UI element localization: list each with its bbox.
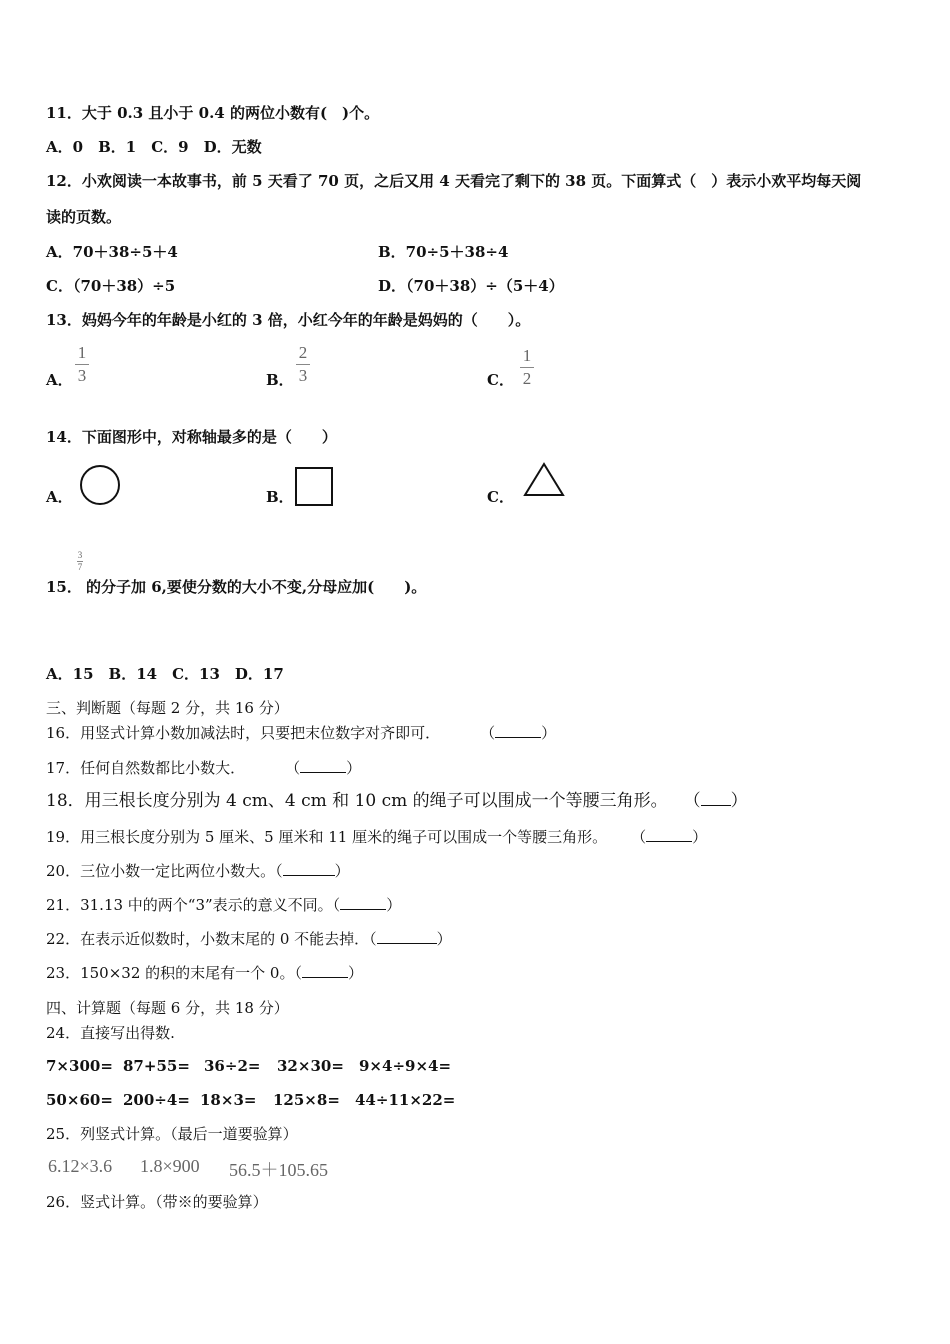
fraction-numerator: 1 <box>522 346 532 365</box>
q24-row2-item: 200÷4= <box>123 1091 190 1109</box>
q19-close-paren: ） <box>692 828 708 846</box>
q12-option-a: A．70＋38÷5＋4 <box>46 243 178 261</box>
q13-option-a-label: A． <box>46 371 73 389</box>
q24-row1-item: 7×300= <box>46 1057 113 1075</box>
q21-line <box>46 895 401 915</box>
q13-option-b-fraction <box>296 344 310 385</box>
q17-text: 17．任何自然数都比小数大． <box>46 759 246 777</box>
q20-close-paren: ） <box>334 862 350 880</box>
fraction-numerator: 2 <box>298 343 308 362</box>
q24-row1-item: 36÷2= <box>204 1057 261 1075</box>
q15-prefix: 15． <box>46 578 82 596</box>
q22-text: 22．在表示近似数时，小数末尾的 0 不能去掉．（ <box>46 930 377 948</box>
q24-text: 24．直接写出得数. <box>46 1024 175 1042</box>
fraction-bar <box>75 364 89 365</box>
q24-row2-item: 50×60= <box>46 1091 113 1109</box>
q21-answer-blank[interactable] <box>340 896 386 910</box>
q11-options: A．0 B．1 C．9 D．无数 <box>46 138 262 156</box>
fraction-denominator: 3 <box>298 366 308 385</box>
q18-line <box>46 791 748 811</box>
fraction-numerator: 3 <box>77 550 83 560</box>
q20-text: 20．三位小数一定比两位小数大。（ <box>46 862 283 880</box>
q13-option-a-fraction <box>75 344 89 385</box>
section3-title: 三、判断题（每题 2 分，共 16 分） <box>46 699 289 717</box>
fraction-numerator: 1 <box>77 343 87 362</box>
q17-open-paren: （ <box>285 759 301 777</box>
q22-answer-blank[interactable] <box>377 930 437 944</box>
q25-expression: 6.12×3.6 <box>48 1156 113 1176</box>
q12-option-c: C．（70＋38）÷5 <box>46 277 176 295</box>
q17-answer-blank[interactable] <box>300 759 346 773</box>
q18-answer-blank[interactable] <box>701 792 731 806</box>
fraction-denominator: 3 <box>77 366 87 385</box>
q19-answer-blank[interactable] <box>646 828 692 842</box>
q17-close-paren: ） <box>346 759 362 777</box>
q15-fraction <box>77 551 83 572</box>
q22-line <box>46 929 452 949</box>
q16-open-paren: （ <box>480 724 496 742</box>
q15-text: 的分子加 6,要使分数的大小不变,分母应加( )。 <box>86 578 427 596</box>
q24-row2-item: 125×8= <box>273 1091 340 1109</box>
q18-text: 18．用三根长度分别为 4 cm、4 cm 和 10 cm 的绳子可以围成一个等腰三角形。 <box>46 791 668 811</box>
q13-option-c-label: C． <box>487 371 514 389</box>
q23-close-paren: ） <box>347 964 363 982</box>
q12-text-line1: 12．小欢阅读一本故事书，前 5 天看了 70 页，之后又用 4 天看完了剩下的 38 页。下面算式（ ）表示小欢平均每天阅 <box>46 172 862 190</box>
q16-answer-blank[interactable] <box>495 724 541 738</box>
section4-title: 四、计算题（每题 6 分，共 18 分） <box>46 999 289 1017</box>
q16-text: 16．用竖式计算小数加减法时，只要把末位数字对齐即可． <box>46 724 441 742</box>
q25-expression: 1.8×900 <box>140 1156 200 1176</box>
q23-text: 23．150×32 的积的末尾有一个 0。（ <box>46 964 302 982</box>
q13-option-b-label: B． <box>266 371 294 389</box>
q26-text: 26．竖式计算。（带※的要验算） <box>46 1193 268 1211</box>
fraction-denominator: 7 <box>77 562 83 572</box>
q25-text: 25．列竖式计算。（最后一道要验算） <box>46 1125 298 1143</box>
q11-text: 11．大于 0.3 且小于 0.4 的两位小数有( )个。 <box>46 104 380 122</box>
triangle-shape-icon <box>522 461 566 499</box>
fraction-denominator: 2 <box>522 369 532 388</box>
q20-answer-blank[interactable] <box>283 862 335 876</box>
q14-option-c-label: C． <box>487 488 514 506</box>
q14-text: 14．下面图形中，对称轴最多的是（ ） <box>46 428 337 446</box>
q24-row1-item: 9×4÷9×4= <box>359 1057 452 1075</box>
q16-close-paren: ） <box>541 724 557 742</box>
q24-row2-item: 18×3= <box>200 1091 257 1109</box>
q25-expression: 56.5＋105.65 <box>229 1160 328 1180</box>
q18-close-paren: ） <box>730 791 748 811</box>
q17-line <box>46 758 361 778</box>
q24-row1-item: 32×30= <box>277 1057 344 1075</box>
q12-option-b: B．70÷5＋38÷4 <box>378 243 509 261</box>
q19-line <box>46 827 707 847</box>
q19-open-paren: （ <box>631 828 647 846</box>
q21-close-paren: ） <box>386 896 402 914</box>
q24-row1-item: 87+55= <box>123 1057 190 1075</box>
q21-text: 21．31.13 中的两个“3”表示的意义不同。（ <box>46 896 341 914</box>
q18-open-paren: （ <box>683 791 701 811</box>
circle-shape-icon <box>78 463 122 507</box>
q12-option-d: D．（70＋38）÷（5＋4） <box>378 277 564 295</box>
q12-text-line2: 读的页数。 <box>46 208 122 226</box>
square-shape-icon <box>293 465 335 507</box>
q23-line <box>46 963 363 983</box>
q14-option-a-label: A． <box>46 488 73 506</box>
q13-text: 13．妈妈今年的年龄是小红的 3 倍，小红今年的年龄是妈妈的（ ）。 <box>46 311 531 329</box>
q24-row2-item: 44÷11×22= <box>355 1091 456 1109</box>
q13-option-c-fraction <box>520 347 534 388</box>
q22-close-paren: ） <box>436 930 452 948</box>
q23-answer-blank[interactable] <box>302 964 348 978</box>
q15-options: A．15 B．14 C．13 D．17 <box>46 665 284 683</box>
q16-line <box>46 723 556 743</box>
q20-line <box>46 861 350 881</box>
q19-text: 19．用三根长度分别为 5 厘米、5 厘米和 11 厘米的绳子可以围成一个等腰三角形。 <box>46 828 608 846</box>
fraction-bar <box>520 367 534 368</box>
fraction-bar <box>296 364 310 365</box>
q14-option-b-label: B． <box>266 488 294 506</box>
